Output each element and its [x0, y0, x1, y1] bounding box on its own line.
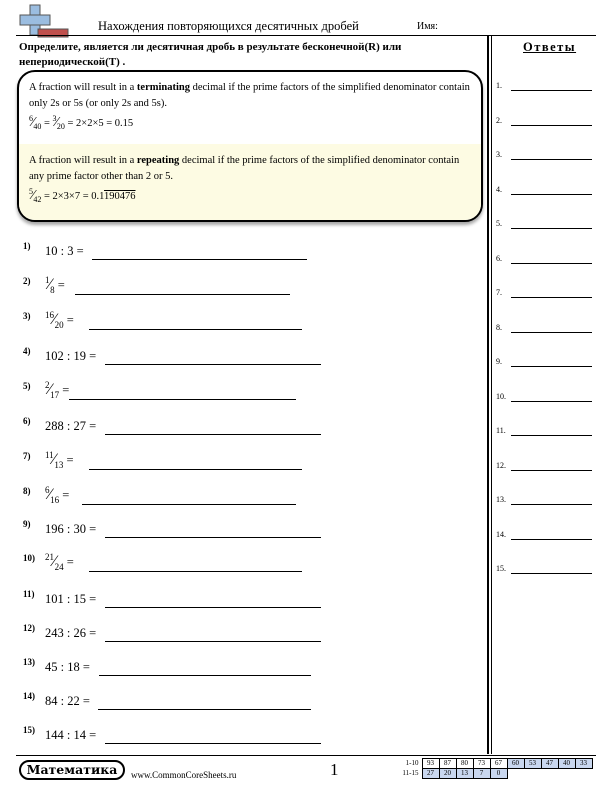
answer-blank[interactable] — [105, 537, 321, 538]
answer-number: 5. — [496, 219, 502, 228]
problem-row — [0, 691, 480, 711]
answer-row — [496, 81, 596, 95]
example-box — [17, 70, 483, 222]
answers-divider — [487, 36, 489, 754]
instructions: Определите, является ли десятичная дробь в результате бесконечной(R) или непериодической(T) . — [19, 41, 402, 68]
problem-number: 8) — [23, 486, 31, 496]
answer-number: 4. — [496, 184, 502, 194]
answer-number: 11. — [496, 426, 506, 435]
answer-line[interactable] — [511, 401, 592, 402]
example-fraction: $^6⁄_{40}$ — [29, 114, 42, 131]
score-cell: 67 — [490, 759, 507, 769]
answer-line[interactable] — [511, 263, 592, 264]
page-title: Нахождения повторяющихся десятичных дробей — [98, 19, 359, 33]
problem-expression: 288 : 27 = — [45, 419, 97, 433]
score-cell: 53 — [524, 759, 541, 769]
answer-number: 15. — [496, 564, 506, 573]
answer-row — [496, 185, 596, 199]
answer-blank[interactable] — [69, 399, 296, 400]
problem-fraction: $^{16}⁄_{20}$ — [45, 310, 64, 330]
answer-line[interactable] — [511, 90, 592, 91]
problem-number: 13) — [23, 657, 35, 667]
answer-row — [496, 426, 596, 440]
answer-line[interactable] — [511, 228, 592, 229]
answer-blank[interactable] — [82, 504, 296, 505]
terminating-worked-example: $^6⁄_{40}$ = $^3⁄_{20} = 2\times 2\times 5 = 0.15$ — [29, 114, 134, 131]
problem-row — [0, 276, 480, 296]
answer-blank[interactable] — [92, 259, 307, 260]
answer-row — [496, 323, 596, 337]
problem-row — [0, 346, 480, 366]
problem-expression: 45 : 18 = — [45, 660, 90, 674]
answer-line[interactable] — [511, 159, 592, 160]
problem-row — [0, 381, 480, 401]
problem-expression: $^{16}⁄_{20}$ = — [45, 310, 74, 330]
answer-line[interactable] — [511, 470, 592, 471]
answer-row — [496, 564, 596, 578]
answer-row — [496, 495, 596, 509]
answer-row — [496, 254, 596, 268]
score-cell: 47 — [541, 759, 558, 769]
answer-row — [496, 116, 596, 130]
answer-line[interactable] — [511, 539, 592, 540]
problem-expression: 243 : 26 = — [45, 626, 97, 640]
answer-blank[interactable] — [89, 571, 302, 572]
answer-number: 10. — [496, 391, 506, 401]
answer-number: 1. — [496, 81, 502, 90]
answer-number: 9. — [496, 357, 502, 366]
problem-row — [0, 657, 480, 677]
score-cell: 73 — [473, 759, 490, 769]
problem-fraction: $^{21}⁄_{24}$ — [45, 552, 64, 572]
answer-row — [496, 357, 596, 371]
answer-row — [496, 461, 596, 475]
problem-number: 14) — [23, 691, 35, 701]
answer-number: 3. — [496, 150, 502, 159]
problem-number: 9) — [23, 519, 31, 529]
page-number: 1 — [330, 760, 339, 779]
score-range-label: 11-15 — [402, 769, 419, 777]
answer-row — [496, 288, 596, 302]
problem-number: 6) — [23, 416, 31, 426]
terminating-rule: A fraction will result in a terminating decimal if the prime factors of the simplified denominator contain only 2s or 5s (or only 2s and 5s). — [29, 82, 470, 109]
answer-blank[interactable] — [105, 607, 321, 608]
answer-number: 6. — [496, 253, 502, 263]
answer-line[interactable] — [511, 366, 592, 367]
problem-row — [0, 519, 480, 539]
example-factors: = 2×2×5 = 0.15 — [67, 118, 134, 129]
score-table — [398, 758, 593, 779]
problem-row — [0, 311, 480, 331]
repeating-digits: 190476 — [104, 191, 136, 202]
answer-blank[interactable] — [105, 641, 321, 642]
footer-divider — [16, 755, 596, 756]
problem-number: 5) — [23, 381, 31, 391]
answer-blank[interactable] — [89, 469, 302, 470]
name-label: Имя: — [417, 21, 438, 32]
problem-number: 3) — [23, 311, 31, 321]
problem-expression: $^1⁄_8$ = — [45, 275, 65, 295]
answer-number: 14. — [496, 529, 506, 539]
score-cell: 33 — [575, 759, 592, 769]
answer-blank[interactable] — [105, 743, 321, 744]
problem-expression: 196 : 30 = — [45, 522, 97, 536]
brand-badge: Математика — [19, 760, 125, 780]
answer-number: 13. — [496, 495, 506, 504]
score-cell: 27 — [422, 769, 439, 779]
problem-row — [0, 241, 480, 261]
problem-row — [0, 416, 480, 436]
problem-row — [0, 553, 480, 573]
score-cell: 13 — [456, 769, 473, 779]
answer-line[interactable] — [511, 194, 592, 195]
problem-number: 15) — [23, 725, 35, 735]
problem-number: 11) — [23, 589, 35, 599]
score-row — [398, 759, 592, 769]
answer-row — [496, 392, 596, 406]
answer-line[interactable] — [511, 435, 592, 436]
score-cell: 20 — [439, 769, 456, 779]
problem-fraction: $^1⁄_8$ — [45, 275, 55, 295]
problem-row — [0, 451, 480, 471]
score-cell: 87 — [439, 759, 456, 769]
answers-divider-inner — [491, 36, 492, 754]
score-row — [398, 769, 592, 779]
answer-number: 12. — [496, 460, 506, 470]
answer-blank[interactable] — [99, 675, 311, 676]
header-divider — [16, 35, 596, 36]
score-cell: 7 — [473, 769, 490, 779]
answer-blank[interactable] — [98, 709, 311, 710]
answers-title: Ответы — [523, 40, 577, 54]
score-cell: 60 — [507, 759, 524, 769]
problem-expression: $^6⁄_{16}$ = — [45, 485, 70, 505]
answer-line[interactable] — [511, 297, 592, 298]
problem-number: 12) — [23, 623, 35, 633]
problem-expression: 10 : 3 = — [45, 244, 84, 258]
problem-number: 7) — [23, 451, 31, 461]
repeating-rule: A fraction will result in a repeating decimal if the prime factors of the simplified denominator contain any prime factor other than 2 or 5. — [29, 155, 460, 182]
problem-number: 2) — [23, 276, 31, 286]
score-range-label: 1-10 — [405, 759, 419, 767]
answer-number: 8. — [496, 322, 502, 332]
problem-expression: 144 : 14 = — [45, 728, 97, 742]
problem-row — [0, 725, 480, 745]
problem-number: 1) — [23, 241, 31, 251]
answer-blank[interactable] — [89, 329, 302, 330]
plus-minus-logo-icon — [14, 2, 70, 38]
repeating-worked-example — [29, 188, 471, 204]
answer-blank[interactable] — [75, 294, 290, 295]
score-cell: 93 — [422, 759, 439, 769]
problem-number: 10) — [23, 553, 35, 563]
answer-blank[interactable] — [105, 364, 321, 365]
answer-line[interactable] — [511, 332, 592, 333]
problem-fraction: $^{11}⁄_{13}$ — [45, 450, 64, 470]
example-factors: = 2×3×7 = 0.1 — [43, 191, 105, 202]
problem-expression: 102 : 19 = — [45, 349, 97, 363]
problem-expression: $^{11}⁄_{13}$ = — [45, 450, 74, 470]
problem-expression: 101 : 15 = — [45, 592, 97, 606]
problem-expression: $^2⁄_{17}$ = — [45, 380, 70, 400]
terminating-example — [19, 72, 481, 144]
problem-row — [0, 589, 480, 609]
answer-number: 7. — [496, 288, 502, 297]
repeating-example — [19, 144, 481, 222]
answer-number: 2. — [496, 115, 502, 125]
example-fraction: $^5⁄_{42}$ — [29, 187, 42, 204]
score-cell: 0 — [490, 769, 507, 779]
answer-row — [496, 150, 596, 164]
score-cell: 40 — [558, 759, 575, 769]
example-simplified-fraction: $^3⁄_{20}$ — [52, 114, 65, 131]
answer-blank[interactable] — [105, 434, 321, 435]
problem-row — [0, 623, 480, 643]
answer-row — [496, 530, 596, 544]
score-cell: 80 — [456, 759, 473, 769]
problem-expression: 84 : 22 = — [45, 694, 90, 708]
site-url: www.CommonCoreSheets.ru — [131, 770, 237, 780]
answer-line[interactable] — [511, 573, 592, 574]
answer-line[interactable] — [511, 504, 592, 505]
problem-number: 4) — [23, 346, 31, 356]
problem-expression: $^{21}⁄_{24}$ = — [45, 552, 74, 572]
problem-fraction: $^2⁄_{17}$ — [45, 380, 60, 400]
answer-row — [496, 219, 596, 233]
problem-row — [0, 486, 480, 506]
problem-fraction: $^6⁄_{16}$ — [45, 485, 60, 505]
answer-line[interactable] — [511, 125, 592, 126]
